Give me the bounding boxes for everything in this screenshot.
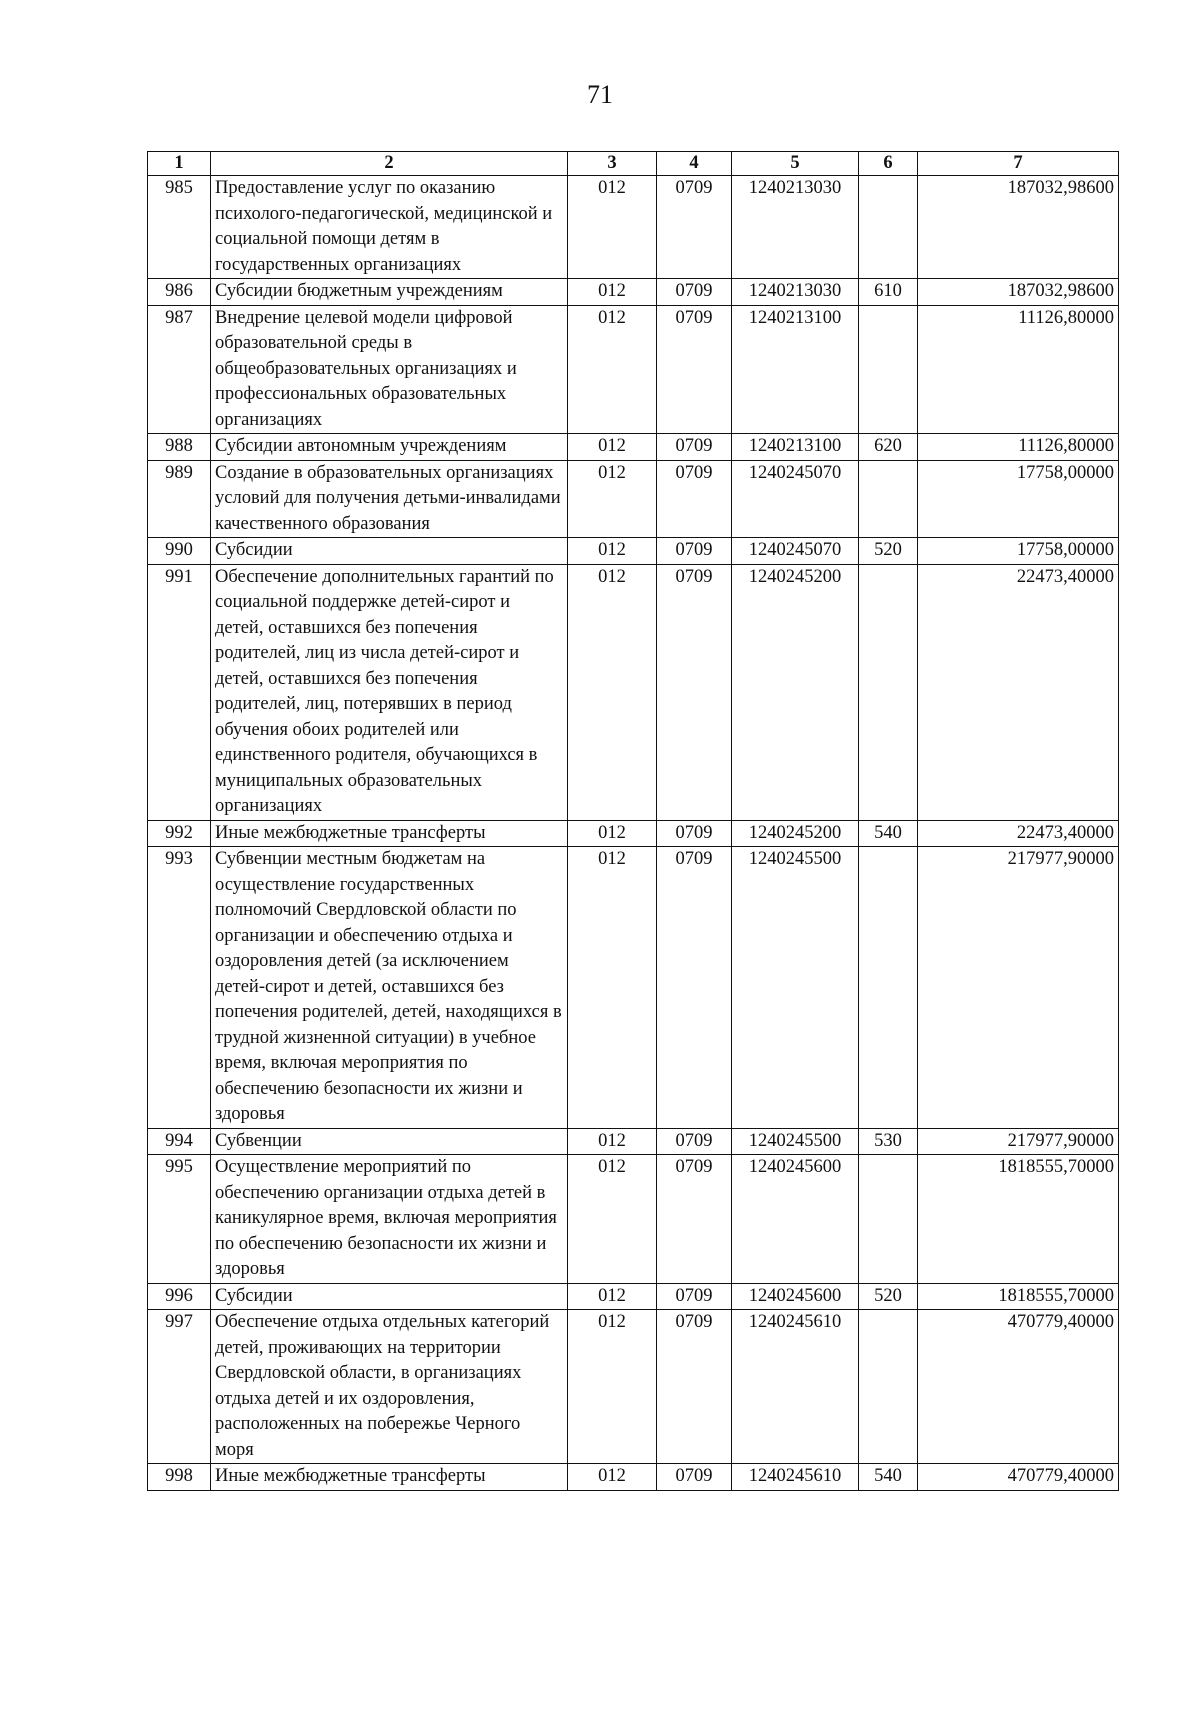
row-col-3: 012 (568, 538, 657, 565)
table-row (148, 820, 1119, 847)
row-col-6: 520 (859, 1283, 918, 1310)
row-col-4: 0709 (657, 1283, 732, 1310)
row-name: Иные межбюджетные трансферты (211, 820, 568, 847)
row-name: Субсидии (211, 1283, 568, 1310)
row-col-4: 0709 (657, 820, 732, 847)
row-name: Предоставление услуг по оказанию психолого-педагогической, медицинской и социальной помощи детям в государственных организациях (211, 176, 568, 279)
table-row (148, 538, 1119, 565)
row-sum: 187032,98600 (918, 279, 1119, 306)
table-row (148, 1283, 1119, 1310)
row-col-3: 012 (568, 820, 657, 847)
row-col-4: 0709 (657, 1155, 732, 1284)
header-cell: 4 (657, 152, 732, 176)
row-number: 990 (148, 538, 211, 565)
row-number: 995 (148, 1155, 211, 1284)
row-sum: 11126,80000 (918, 305, 1119, 434)
row-sum: 11126,80000 (918, 434, 1119, 461)
table-row (148, 460, 1119, 538)
row-number: 991 (148, 564, 211, 820)
row-col-6: 540 (859, 820, 918, 847)
row-number: 994 (148, 1128, 211, 1155)
row-col-5: 1240245200 (732, 820, 859, 847)
row-name: Субвенции (211, 1128, 568, 1155)
row-col-3: 012 (568, 176, 657, 279)
row-name: Осуществление мероприятий по обеспечению организации отдыха детей в каникулярное время, включая мероприятия по обеспечению безопасности их жизни и здоровья (211, 1155, 568, 1284)
row-col-3: 012 (568, 1464, 657, 1491)
row-number: 993 (148, 847, 211, 1129)
row-col-3: 012 (568, 279, 657, 306)
row-col-6 (859, 1310, 918, 1464)
row-col-5: 1240213100 (732, 305, 859, 434)
row-col-5: 1240213030 (732, 279, 859, 306)
row-col-6 (859, 847, 918, 1129)
row-col-5: 1240245610 (732, 1464, 859, 1491)
row-col-6 (859, 564, 918, 820)
row-col-5: 1240245600 (732, 1155, 859, 1284)
row-col-3: 012 (568, 1283, 657, 1310)
row-sum: 470779,40000 (918, 1310, 1119, 1464)
row-col-6: 530 (859, 1128, 918, 1155)
row-name: Обеспечение дополнительных гарантий по социальной поддержке детей-сирот и детей, оставшихся без попечения родителей, лиц из числа детей-сирот и детей, оставшихся без попечения родителей, лиц, потерявших в период обучения обоих родителей или единственного родителя, обучающихся в муниципальных образовательных организациях (211, 564, 568, 820)
row-col-5: 1240213100 (732, 434, 859, 461)
row-col-3: 012 (568, 460, 657, 538)
row-col-4: 0709 (657, 1128, 732, 1155)
row-number: 992 (148, 820, 211, 847)
row-name: Субвенции местным бюджетам на осуществление государственных полномочий Свердловской области по организации и обеспечению отдыха и оздоровления детей (за исключением детей-сирот и детей, оставшихся без попечения родителей, детей, находящихся в трудной жизненной ситуации) в учебное время, включая мероприятия по обеспечению безопасности их жизни и здоровья (211, 847, 568, 1129)
row-col-5: 1240245500 (732, 847, 859, 1129)
row-col-4: 0709 (657, 305, 732, 434)
row-col-6 (859, 176, 918, 279)
row-sum: 470779,40000 (918, 1464, 1119, 1491)
row-col-5: 1240213030 (732, 176, 859, 279)
row-number: 986 (148, 279, 211, 306)
row-sum: 22473,40000 (918, 820, 1119, 847)
row-col-5: 1240245500 (732, 1128, 859, 1155)
row-col-5: 1240245070 (732, 538, 859, 565)
table-row (148, 1310, 1119, 1464)
table-row (148, 1464, 1119, 1491)
row-sum: 22473,40000 (918, 564, 1119, 820)
table-body (148, 176, 1119, 1491)
row-col-3: 012 (568, 847, 657, 1129)
row-col-6: 520 (859, 538, 918, 565)
header-cell: 1 (148, 152, 211, 176)
budget-table (147, 151, 1119, 1491)
row-col-4: 0709 (657, 847, 732, 1129)
row-col-3: 012 (568, 1155, 657, 1284)
header-cell: 2 (211, 152, 568, 176)
table-row (148, 1155, 1119, 1284)
row-col-4: 0709 (657, 279, 732, 306)
row-sum: 17758,00000 (918, 460, 1119, 538)
row-sum: 187032,98600 (918, 176, 1119, 279)
table-row (148, 1128, 1119, 1155)
row-name: Иные межбюджетные трансферты (211, 1464, 568, 1491)
row-col-3: 012 (568, 1128, 657, 1155)
row-col-5: 1240245610 (732, 1310, 859, 1464)
table-row (148, 564, 1119, 820)
row-sum: 217977,90000 (918, 847, 1119, 1129)
row-col-6: 540 (859, 1464, 918, 1491)
row-number: 989 (148, 460, 211, 538)
row-sum: 1818555,70000 (918, 1283, 1119, 1310)
row-col-6: 610 (859, 279, 918, 306)
row-name: Обеспечение отдыха отдельных категорий детей, проживающих на территории Свердловской области, в организациях отдыха детей и их оздоровления, расположенных на побережье Черного моря (211, 1310, 568, 1464)
row-sum: 1818555,70000 (918, 1155, 1119, 1284)
row-col-5: 1240245070 (732, 460, 859, 538)
header-cell: 6 (859, 152, 918, 176)
row-col-5: 1240245200 (732, 564, 859, 820)
row-name: Создание в образовательных организациях условий для получения детьми-инвалидами качественного образования (211, 460, 568, 538)
row-col-6: 620 (859, 434, 918, 461)
row-col-3: 012 (568, 305, 657, 434)
row-name: Субсидии автономным учреждениям (211, 434, 568, 461)
table-row (148, 279, 1119, 306)
row-col-4: 0709 (657, 176, 732, 279)
table-row (148, 847, 1119, 1129)
page-number: 71 (587, 80, 613, 109)
row-number: 996 (148, 1283, 211, 1310)
header-row (148, 152, 1119, 176)
row-col-4: 0709 (657, 460, 732, 538)
row-number: 997 (148, 1310, 211, 1464)
table-row (148, 434, 1119, 461)
row-col-4: 0709 (657, 538, 732, 565)
row-sum: 217977,90000 (918, 1128, 1119, 1155)
row-col-6 (859, 1155, 918, 1284)
row-number: 985 (148, 176, 211, 279)
row-col-6 (859, 305, 918, 434)
header-cell: 7 (918, 152, 1119, 176)
row-name: Внедрение целевой модели цифровой образовательной среды в общеобразовательных организациях и профессиональных образовательных организациях (211, 305, 568, 434)
row-col-5: 1240245600 (732, 1283, 859, 1310)
row-col-3: 012 (568, 564, 657, 820)
row-col-3: 012 (568, 434, 657, 461)
row-col-6 (859, 460, 918, 538)
row-name: Субсидии (211, 538, 568, 565)
row-sum: 17758,00000 (918, 538, 1119, 565)
row-name: Субсидии бюджетным учреждениям (211, 279, 568, 306)
row-col-3: 012 (568, 1310, 657, 1464)
row-col-4: 0709 (657, 564, 732, 820)
header-cell: 3 (568, 152, 657, 176)
table-row (148, 176, 1119, 279)
row-number: 987 (148, 305, 211, 434)
header-cell: 5 (732, 152, 859, 176)
row-number: 998 (148, 1464, 211, 1491)
row-col-4: 0709 (657, 1464, 732, 1491)
table-row (148, 305, 1119, 434)
row-col-4: 0709 (657, 1310, 732, 1464)
row-col-4: 0709 (657, 434, 732, 461)
row-number: 988 (148, 434, 211, 461)
